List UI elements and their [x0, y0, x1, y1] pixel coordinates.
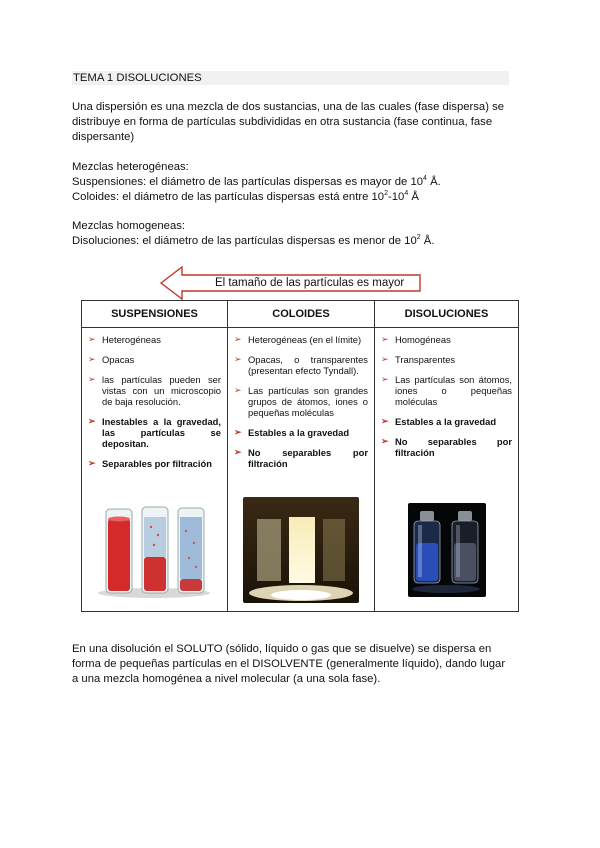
colloids-line: Coloides: el diámetro de las partículas dispersas está entre $10^2-10^4$ Å — [72, 190, 419, 203]
bullet-arrow-icon: ➢ — [381, 354, 389, 364]
header-suspensiones: SUSPENSIONES — [82, 301, 227, 328]
intro-paragraph: Una dispersión es una mezcla de dos sustancias, una de las cuales (fase dispersa) se distribuye en forma de partículas subdivididas en otra sustancia (fase continua, fase dispersante) — [72, 101, 505, 143]
column-coloides — [228, 301, 375, 611]
bullet-arrow-icon: ➢ — [88, 374, 96, 384]
list-item: ➢ Opacas, o transparentes (presentan efecto Tyndall). — [234, 354, 368, 376]
bullet-arrow-icon: ➢ — [88, 354, 96, 364]
solution-bottles-image — [408, 503, 486, 597]
suspension-tubes-image — [96, 503, 214, 599]
header-disoluciones: DISOLUCIONES — [375, 301, 518, 328]
bullet-arrow-icon: ➢ — [234, 354, 242, 364]
list-item: ➢ Homogéneas — [381, 334, 451, 345]
bullet-arrow-icon: ➢ — [88, 334, 96, 344]
bullet-arrow-icon: ➢ — [88, 416, 96, 426]
homogeneous-heading: Mezclas homogeneas: — [72, 220, 186, 232]
list-item: ➢ Las partículas son grandes grupos de átomos, iones o pequeñas moléculas — [234, 385, 368, 418]
column-suspensiones — [82, 301, 228, 611]
arrow-label: El tamaño de las partículas es mayor — [215, 277, 405, 289]
header-coloides: COLOIDES — [228, 301, 374, 328]
solutions-line: Disoluciones: el diámetro de las partículas dispersas es menor de $10^2$ Å. — [72, 234, 435, 247]
bullet-arrow-icon: ➢ — [381, 374, 389, 384]
bullet-arrow-icon: ➢ — [234, 334, 242, 344]
list-item: ➢ Estables a la gravedad — [234, 427, 350, 438]
list-item: ➢ Las partículas son átomos, iones o pequeñas moléculas — [381, 374, 512, 407]
bullet-arrow-icon: ➢ — [381, 416, 389, 426]
bullet-arrow-icon: ➢ — [381, 436, 389, 446]
list-item: ➢ Opacas — [88, 354, 135, 365]
heterogeneous-heading: Mezclas heterogéneas: — [72, 161, 189, 173]
list-item: ➢ Inestables a la gravedad, las partículas se depositan. — [88, 416, 221, 449]
bullet-arrow-icon: ➢ — [88, 458, 96, 468]
list-item: ➢ No separables por filtración — [234, 447, 368, 469]
conclusion-paragraph: En una disolución el SOLUTO (sólido, líquido o gas que se disuelve) se dispersa en forma de pequeñas partículas en el DISOLVENTE (generalmente líquido), dando lugar a una mezcla homogénea a nivel molecular (a una sola fase). — [72, 643, 506, 685]
bullet-arrow-icon: ➢ — [234, 447, 242, 457]
suspensions-line: Suspensiones: el diámetro de las partículas dispersas es mayor de $10^4$ Å. — [72, 175, 441, 188]
colloid-tyndall-image — [243, 497, 359, 603]
list-item: ➢ Heterogéneas (en el límite) — [234, 334, 362, 345]
bullet-arrow-icon: ➢ — [234, 427, 242, 437]
list-item: ➢ las partículas pueden ser vistas con un microscopio de baja resolución. — [88, 374, 221, 407]
list-item: ➢ Estables a la gravedad — [381, 416, 497, 427]
list-item: ➢ No separables por filtración — [381, 436, 512, 458]
column-disoluciones — [375, 301, 518, 611]
list-item: ➢ Transparentes — [381, 354, 456, 365]
page-title: TEMA 1 DISOLUCIONES — [72, 71, 509, 85]
list-item: ➢ Heterogéneas — [88, 334, 161, 345]
bullet-arrow-icon: ➢ — [234, 385, 242, 395]
list-item: ➢ Separables por filtración — [88, 458, 212, 469]
homogeneous-section — [72, 219, 512, 249]
comparison-table — [81, 300, 519, 612]
bullet-arrow-icon: ➢ — [381, 334, 389, 344]
heterogeneous-section — [72, 160, 512, 205]
